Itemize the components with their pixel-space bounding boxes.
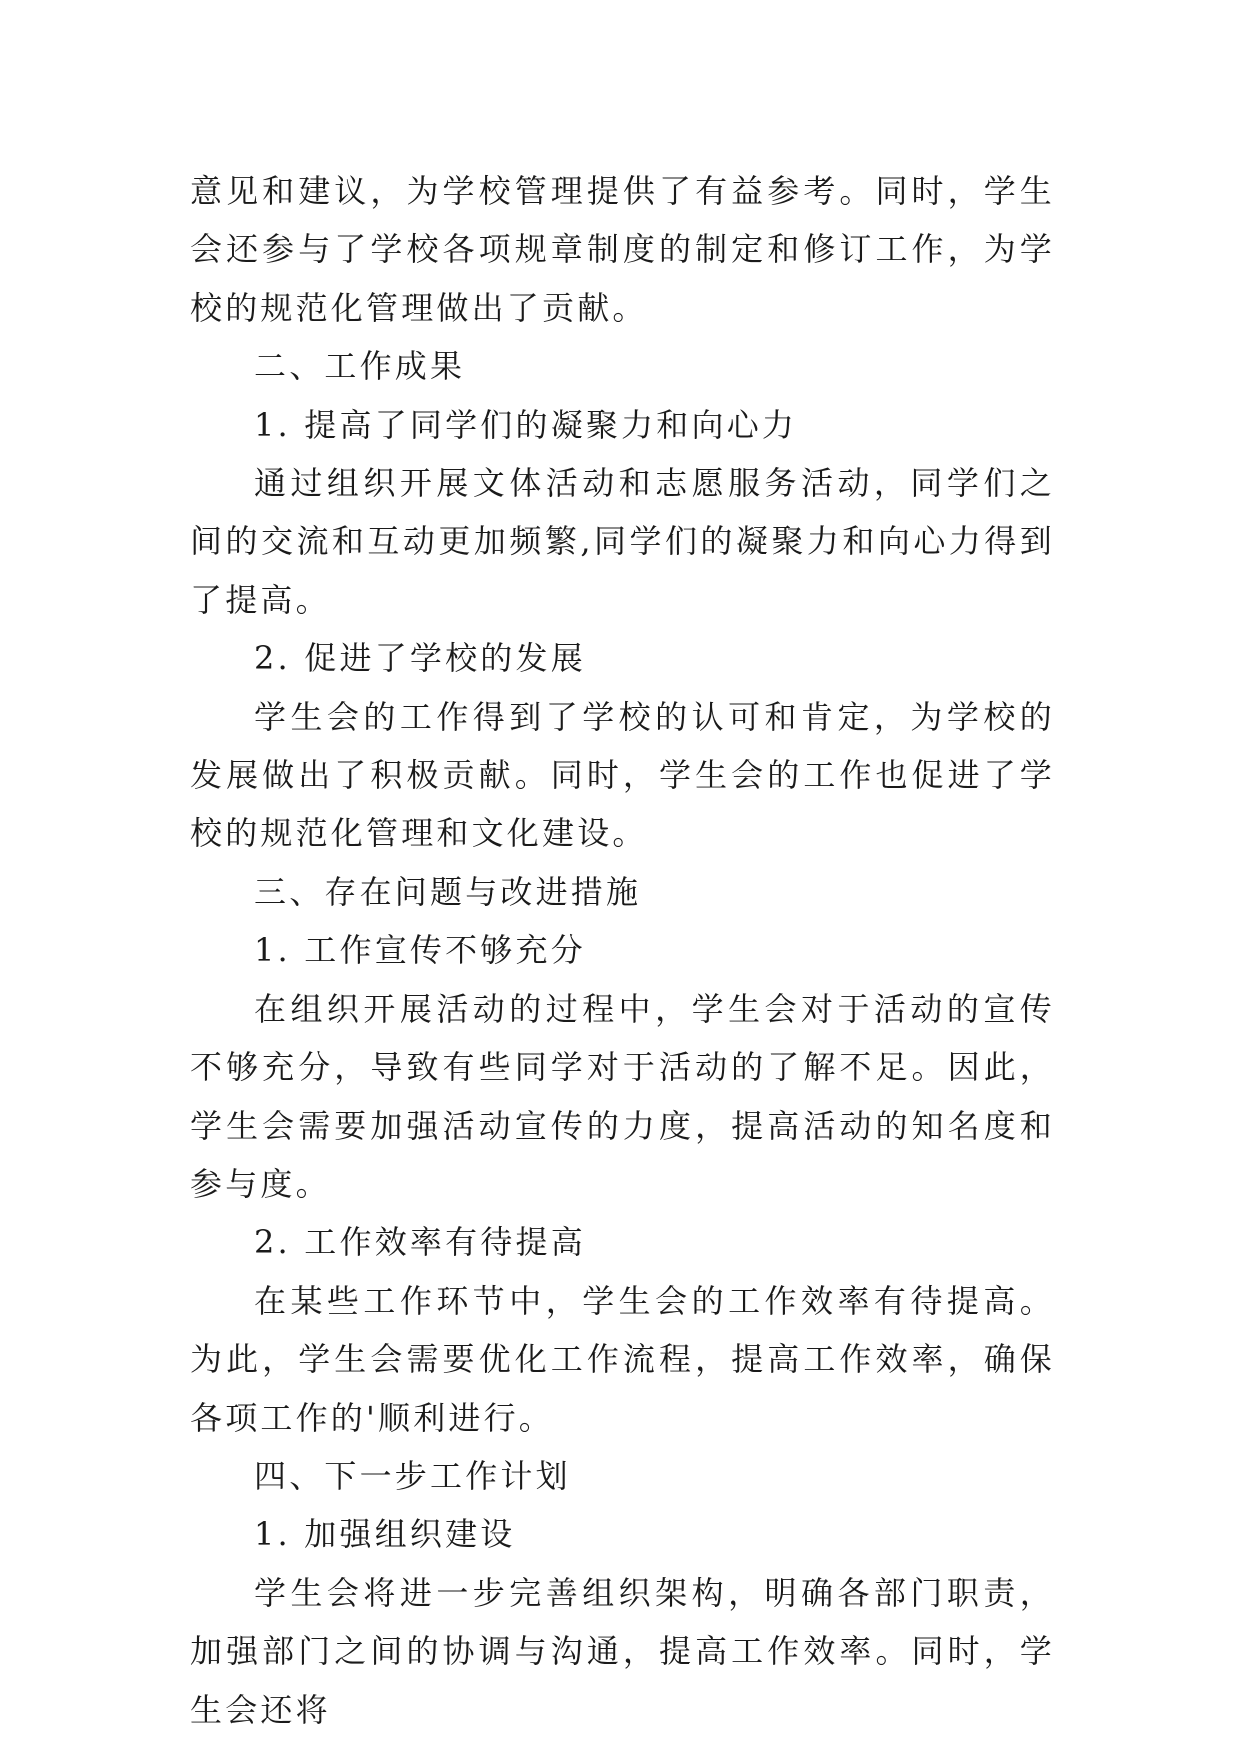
subheading-efficiency: 2. 工作效率有待提高 xyxy=(254,1223,586,1262)
subheading-organization: 1. 加强组织建设 xyxy=(254,1515,516,1554)
paragraph-school-development: 学生会的工作得到了学校的认可和肯定，为学校的发展做出了积极贡献。同时，学生会的工作也促进了学校的规范化管理和文化建设。 xyxy=(190,697,1055,853)
paragraph-publicity: 在组织开展活动的过程中，学生会对于活动的宣传不够充分，导致有些同学对于活动的了解不足。因此，学生会需要加强活动宣传的力度，提高活动的知名度和参与度。 xyxy=(190,989,1055,1203)
paragraph-organization: 学生会将进一步完善组织架构，明确各部门职责，加强部门之间的协调与沟通，提高工作效率。同时，学生会还将 xyxy=(190,1573,1055,1729)
document-body xyxy=(190,162,1055,1739)
paragraph-efficiency: 在某些工作环节中，学生会的工作效率有待提高。为此，学生会需要优化工作流程，提高工作效率，确保各项工作的'顺利进行。 xyxy=(190,1281,1055,1437)
paragraph-continuation: 意见和建议，为学校管理提供了有益参考。同时，学生会还参与了学校各项规章制度的制定和修订工作，为学校的规范化管理做出了贡献。 xyxy=(190,172,1055,327)
section-heading-next-plan: 四、下一步工作计划 xyxy=(254,1456,571,1495)
paragraph-cohesion: 通过组织开展文体活动和志愿服务活动，同学们之间的交流和互动更加频繁,同学们的凝聚力和向心力得到了提高。 xyxy=(190,464,1055,619)
subheading-publicity: 1. 工作宣传不够充分 xyxy=(254,931,586,970)
section-heading-achievements: 二、工作成果 xyxy=(254,347,466,386)
section-heading-problems: 三、存在问题与改进措施 xyxy=(254,872,642,911)
subheading-school-development: 2. 促进了学校的发展 xyxy=(254,639,586,678)
subheading-cohesion: 1. 提高了同学们的凝聚力和向心力 xyxy=(254,405,798,444)
